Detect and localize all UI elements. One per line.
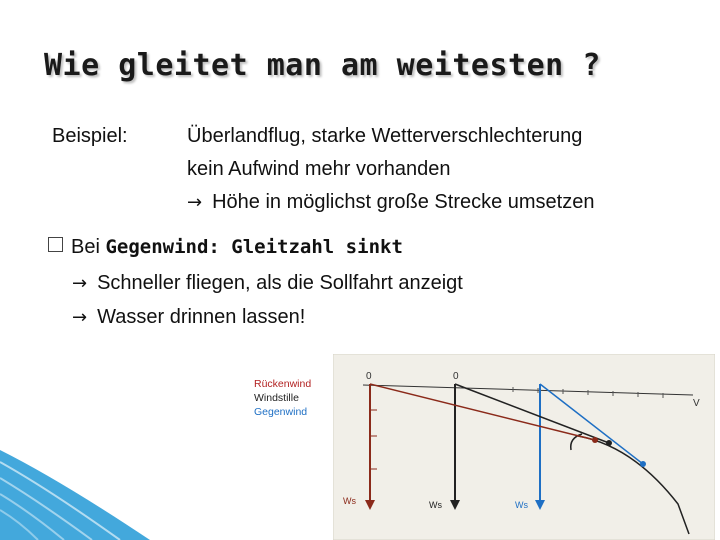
bullet-prefix: Bei bbox=[71, 236, 100, 258]
sub-point-1 bbox=[72, 272, 463, 295]
example-line-3 bbox=[187, 191, 595, 214]
ws-label-windstille: Ws bbox=[429, 500, 442, 510]
arrow-icon: → bbox=[187, 192, 203, 213]
example-label: Beispiel: bbox=[52, 125, 128, 147]
arrow-icon: → bbox=[72, 307, 88, 328]
ws-label-gegenwind: Ws bbox=[515, 500, 528, 510]
example-line-3-text: Höhe in möglichst große Strecke umsetzen bbox=[212, 191, 595, 213]
zero-label-left: 0 bbox=[366, 371, 372, 382]
legend-rueckenwind: Rückenwind bbox=[254, 378, 312, 390]
bullet-text: Gegenwind: Gleitzahl sinkt bbox=[105, 236, 403, 258]
sub-point-1-text: Schneller fliegen, als die Sollfahrt anzeigt bbox=[97, 272, 463, 294]
polar-diagram bbox=[333, 354, 715, 540]
legend-gegenwind: Gegenwind bbox=[254, 406, 308, 418]
bullet-point bbox=[48, 236, 403, 259]
example-line-2: kein Aufwind mehr vorhanden bbox=[187, 158, 451, 180]
sub-point-2-text: Wasser drinnen lassen! bbox=[97, 306, 306, 328]
checkbox-bullet-icon bbox=[48, 237, 63, 252]
zero-label-mid: 0 bbox=[453, 371, 459, 382]
ws-label-rueckenwind: Ws bbox=[343, 496, 356, 506]
example-line-1: Überlandflug, starke Wetterverschlechterung bbox=[187, 125, 583, 147]
slide-title: Wie gleitet man am weitesten ? bbox=[44, 48, 601, 83]
corner-decoration bbox=[0, 450, 150, 540]
wind-legend bbox=[254, 377, 311, 419]
sub-point-2 bbox=[72, 306, 305, 329]
v-axis-label: V bbox=[693, 398, 700, 409]
arrow-icon: → bbox=[72, 273, 88, 294]
legend-windstille: Windstille bbox=[254, 392, 299, 404]
